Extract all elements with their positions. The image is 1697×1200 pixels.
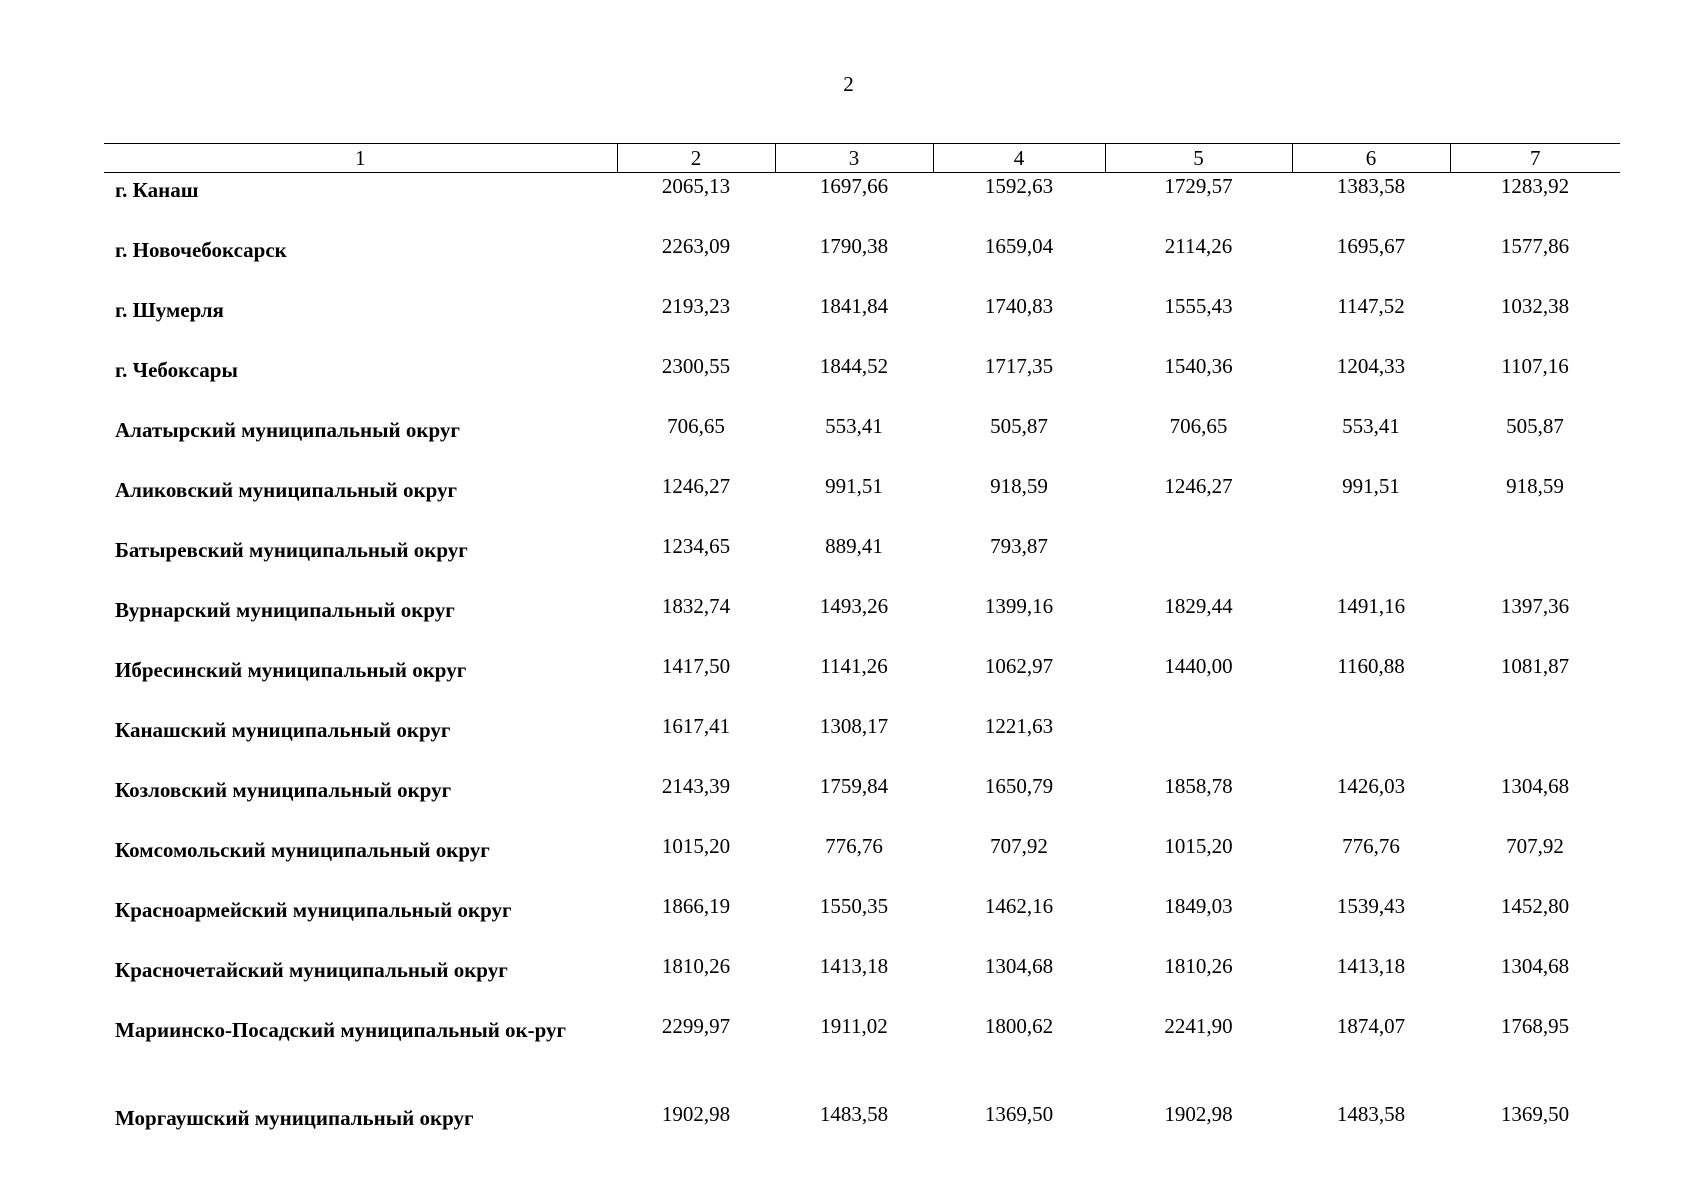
value-cell: 1081,87 <box>1500 654 1570 678</box>
table-row <box>104 833 1620 893</box>
value-cell: 2114,26 <box>1164 234 1233 258</box>
row-name-cell: г. Шумерля <box>115 298 224 322</box>
column-header: 6 <box>1292 144 1450 173</box>
row-name-cell: Батыревский муниципальный округ <box>115 538 468 562</box>
value-cell: 1841,84 <box>819 294 889 318</box>
value-cell: 1493,26 <box>819 594 889 618</box>
value-cell: 1283,92 <box>1500 174 1570 198</box>
table-row <box>104 893 1620 953</box>
data-table <box>104 143 1620 1161</box>
table-row <box>104 773 1620 833</box>
column-header: 3 <box>775 144 933 173</box>
value-cell <box>1450 713 1620 773</box>
row-name-cell: Ибресинский муниципальный округ <box>115 658 467 682</box>
table-row <box>104 1101 1620 1161</box>
value-cell: 1902,98 <box>1164 1102 1233 1126</box>
value-cell <box>1105 713 1292 773</box>
row-name-cell: г. Чебоксары <box>115 358 238 382</box>
table-row <box>104 593 1620 653</box>
value-cell: 1015,20 <box>661 834 731 858</box>
value-cell: 776,76 <box>825 834 883 858</box>
column-header: 4 <box>933 144 1105 173</box>
value-cell: 553,41 <box>825 414 883 438</box>
value-cell: 1768,95 <box>1500 1014 1570 1038</box>
row-name-cell: Красноармейский муниципальный округ <box>115 898 512 922</box>
value-cell: 1810,26 <box>661 954 731 978</box>
table-row <box>104 653 1620 713</box>
value-cell: 1413,18 <box>1336 954 1406 978</box>
table-row <box>104 953 1620 1013</box>
value-cell: 1911,02 <box>820 1014 888 1038</box>
value-cell: 1866,19 <box>661 894 731 918</box>
value-cell: 707,92 <box>990 834 1048 858</box>
value-cell: 2299,97 <box>661 1014 731 1038</box>
value-cell <box>1292 713 1450 773</box>
value-cell: 1015,20 <box>1164 834 1233 858</box>
value-cell: 1246,27 <box>1164 474 1233 498</box>
value-cell: 1399,16 <box>984 594 1054 618</box>
value-cell: 1849,03 <box>1164 894 1233 918</box>
value-cell <box>1450 533 1620 593</box>
table-row <box>104 293 1620 353</box>
row-name-cell: Комсомольский муниципальный округ <box>115 838 490 862</box>
table-row <box>104 413 1620 473</box>
value-cell: 1413,18 <box>819 954 889 978</box>
value-cell: 1650,79 <box>984 774 1054 798</box>
table-row <box>104 533 1620 593</box>
value-cell: 2065,13 <box>661 174 731 198</box>
value-cell: 889,41 <box>825 534 883 558</box>
value-cell: 1308,17 <box>819 714 889 738</box>
value-cell: 1740,83 <box>984 294 1054 318</box>
value-cell: 553,41 <box>1342 414 1400 438</box>
value-cell: 1397,36 <box>1500 594 1570 618</box>
value-cell: 706,65 <box>667 414 725 438</box>
value-cell: 1062,97 <box>984 654 1054 678</box>
value-cell: 1832,74 <box>661 594 731 618</box>
value-cell: 2193,23 <box>661 294 731 318</box>
page-number: 2 <box>843 72 854 96</box>
value-cell: 2263,09 <box>661 234 731 258</box>
table-body <box>104 173 1620 1162</box>
row-name-cell: Козловский муниципальный округ <box>115 778 452 802</box>
row-name-cell: Мариинско-Посадский муниципальный ок-руг <box>115 1018 567 1042</box>
value-cell: 505,87 <box>1506 414 1564 438</box>
value-cell: 1491,16 <box>1336 594 1406 618</box>
table-row <box>104 473 1620 533</box>
value-cell: 1902,98 <box>661 1102 731 1126</box>
value-cell: 1369,50 <box>1500 1102 1570 1126</box>
value-cell: 1617,41 <box>661 714 731 738</box>
value-cell: 1107,16 <box>1501 354 1569 378</box>
value-cell: 1304,68 <box>984 954 1054 978</box>
value-cell: 1032,38 <box>1500 294 1570 318</box>
value-cell: 1234,65 <box>661 534 731 558</box>
value-cell: 1829,44 <box>1164 594 1233 618</box>
table-row <box>104 353 1620 413</box>
value-cell: 991,51 <box>1342 474 1400 498</box>
value-cell: 918,59 <box>1506 474 1564 498</box>
value-cell: 1540,36 <box>1164 354 1233 378</box>
value-cell: 918,59 <box>990 474 1048 498</box>
value-cell: 1462,16 <box>984 894 1054 918</box>
column-header: 5 <box>1105 144 1292 173</box>
value-cell: 2241,90 <box>1164 1014 1233 1038</box>
value-cell: 1147,52 <box>1337 294 1405 318</box>
row-name-cell: Аликовский муниципальный округ <box>115 478 458 502</box>
value-cell: 1759,84 <box>819 774 889 798</box>
value-cell: 1204,33 <box>1336 354 1406 378</box>
table-row <box>104 1013 1620 1101</box>
value-cell: 1452,80 <box>1500 894 1570 918</box>
value-cell <box>1105 533 1292 593</box>
value-cell: 793,87 <box>990 534 1048 558</box>
row-name-cell: Моргаушский муниципальный округ <box>115 1106 474 1130</box>
value-cell: 2143,39 <box>661 774 731 798</box>
value-cell <box>1292 533 1450 593</box>
value-cell: 1304,68 <box>1500 954 1570 978</box>
value-cell: 1577,86 <box>1500 234 1570 258</box>
value-cell: 1810,26 <box>1164 954 1233 978</box>
value-cell: 1659,04 <box>984 234 1054 258</box>
column-header: 1 <box>104 144 617 173</box>
value-cell: 1695,67 <box>1336 234 1406 258</box>
value-cell: 1440,00 <box>1164 654 1233 678</box>
value-cell: 1550,35 <box>819 894 889 918</box>
row-name-cell: г. Канаш <box>115 178 199 202</box>
row-name-cell: Канашский муниципальный округ <box>115 718 451 742</box>
table-row <box>104 233 1620 293</box>
value-cell: 1555,43 <box>1164 294 1233 318</box>
value-cell: 1858,78 <box>1164 774 1233 798</box>
value-cell: 1717,35 <box>984 354 1054 378</box>
value-cell: 505,87 <box>990 414 1048 438</box>
value-cell: 2300,55 <box>661 354 731 378</box>
value-cell: 1141,26 <box>820 654 888 678</box>
value-cell: 1729,57 <box>1164 174 1233 198</box>
value-cell: 1383,58 <box>1336 174 1406 198</box>
value-cell: 1697,66 <box>819 174 889 198</box>
value-cell: 991,51 <box>825 474 883 498</box>
value-cell: 1539,43 <box>1336 894 1406 918</box>
row-name-cell: Алатырский муниципальный округ <box>115 418 460 442</box>
value-cell: 1417,50 <box>661 654 731 678</box>
header-row <box>104 144 1620 173</box>
value-cell: 776,76 <box>1342 834 1400 858</box>
value-cell: 1844,52 <box>819 354 889 378</box>
value-cell: 706,65 <box>1169 414 1228 438</box>
value-cell: 1800,62 <box>984 1014 1054 1038</box>
value-cell: 1304,68 <box>1500 774 1570 798</box>
row-name-cell: г. Новочебоксарск <box>115 238 287 262</box>
row-name-cell: Вурнарский муниципальный округ <box>115 598 455 622</box>
value-cell: 1369,50 <box>984 1102 1054 1126</box>
value-cell: 1874,07 <box>1336 1014 1406 1038</box>
value-cell: 1790,38 <box>819 234 889 258</box>
value-cell: 1592,63 <box>984 174 1054 198</box>
table-row <box>104 713 1620 773</box>
row-name-cell: Красночетайский муниципальный округ <box>115 958 508 982</box>
table-row <box>104 173 1620 234</box>
value-cell: 1221,63 <box>984 714 1054 738</box>
value-cell: 1246,27 <box>661 474 731 498</box>
value-cell: 1483,58 <box>819 1102 889 1126</box>
value-cell: 1426,03 <box>1336 774 1406 798</box>
value-cell: 707,92 <box>1506 834 1564 858</box>
value-cell: 1483,58 <box>1336 1102 1406 1126</box>
column-header: 2 <box>617 144 775 173</box>
column-header: 7 <box>1450 144 1620 173</box>
value-cell: 1160,88 <box>1337 654 1405 678</box>
